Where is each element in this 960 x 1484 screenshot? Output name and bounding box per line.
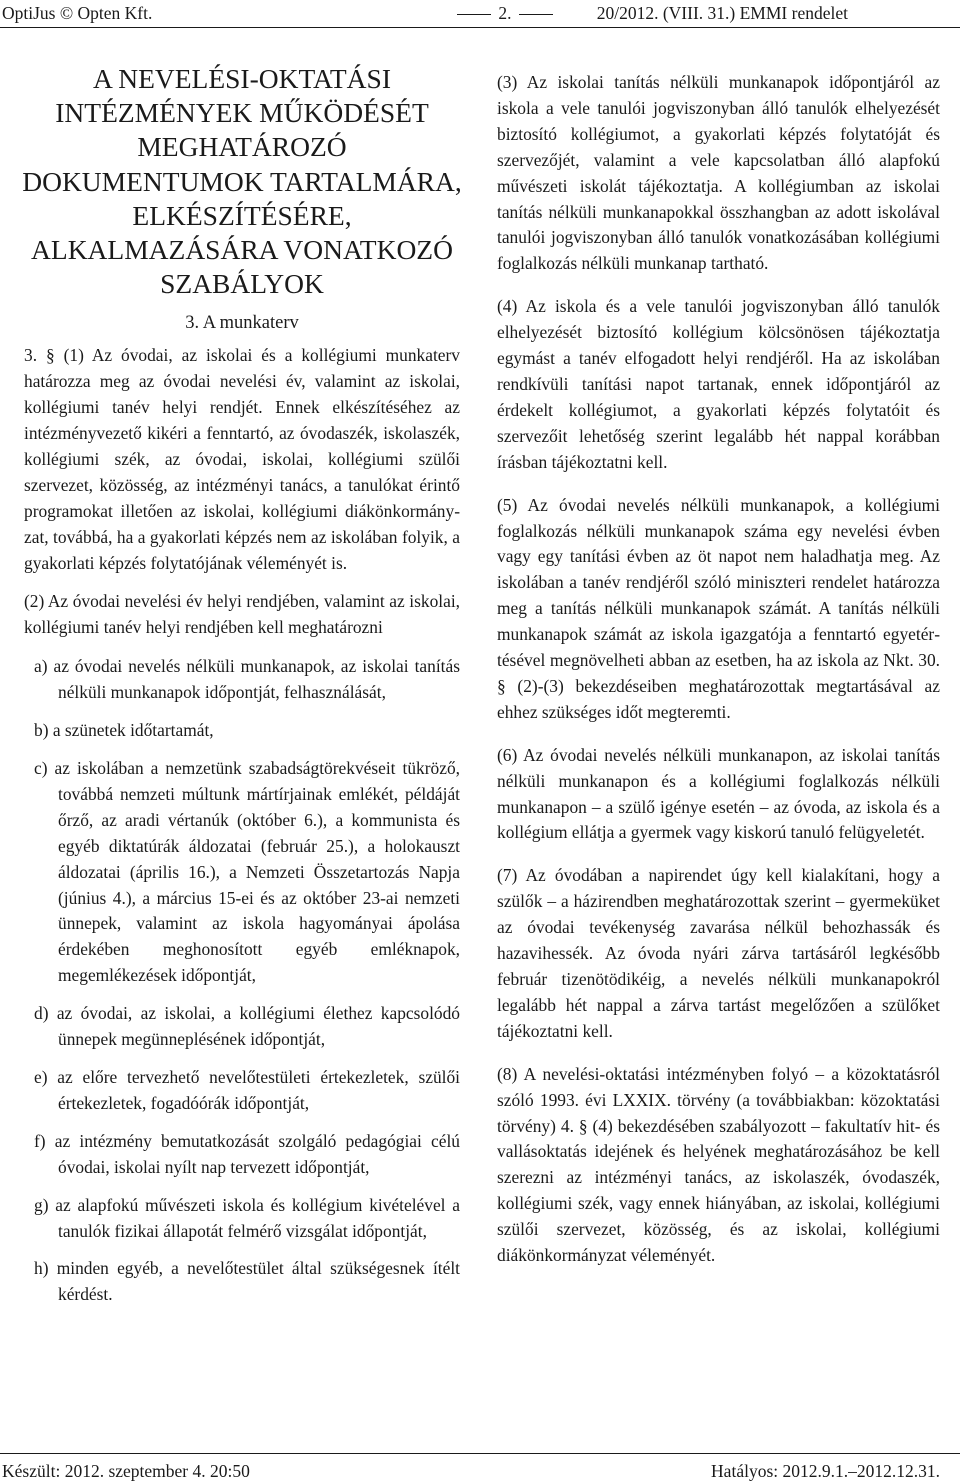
left-column bbox=[24, 62, 460, 1320]
schedule-list bbox=[24, 654, 460, 1308]
header-divider bbox=[0, 27, 960, 28]
paragraph-4: (4) Az iskola és a vele tanulói jogviszonyban álló tanulók elhelyezését biztosító kollégium kölcsönösen tájékoztatja egymást a tanév elfogadott helyi rendjéről. Ha az iskolában rendkívüli tanítási napot tartanak, ennek időpontjáról az érdekelt kollégiumot, a gyakorlati képzés folytatóit és szervezőit lehetőség szerint legalább hét nappal korábban írásban tájékoztatni kell. bbox=[497, 296, 940, 472]
effective-dates: Hatályos: 2012.9.1.–2012.12.31. bbox=[711, 1461, 940, 1481]
page-footer bbox=[0, 1458, 960, 1484]
publisher-label: OptiJus © Opten Kft. bbox=[2, 3, 153, 23]
paragraph-8: (8) A nevelési-oktatási intézményben folyó – a közoktatásról szóló 1993. évi LXXIX. törvény (a továbbiakban: közoktatási törvény) 4. § (4) bekezdésében szabályozott – fakultatív hit- és vallásoktatás idejének és helyének meghatározásához be kell szerezni az intézményi tanács, az iskolaszék, óvodaszék, kollégiumi szék, vagy ennek hiányában, az iskolai, kollégiumi szülői szervezet, közösség, és az iskolai, kollégiumi diákönkormányzat véleményét. bbox=[497, 1063, 940, 1266]
document-title: A NEVELÉSI-OKTATÁSI INTÉZMÉNYEK MŰKÖDÉSÉT MEGHATÁROZÓ DOKUMENTUMOK TARTALMÁRA, ELKÉSZÍTÉSÉRE, ALKALMAZÁSÁRA VONATKOZÓ SZABÁLYOK bbox=[22, 63, 462, 300]
paragraph-6: (6) Az óvodai nevelés nélküli munkanapon, az iskolai tanítás nélküli munkanapon és a kollégiumi foglalkozás nélküli munkanapon – a szülő igénye esetén – az óvoda, az iskola és a kollégium ellátja a gyermek vagy kiskorú tanuló felügyeletét. bbox=[497, 744, 940, 843]
list-item: c) az iskolában a nemzetünk szabadságtörekvéseit tükröző, továbbá nemzeti múltunk mártírjainak emlékét, példáját őrző, az aradi vértanúk (október 6.), a kommunista és egyéb diktatúrák áldozatai (február 25.), a holokauszt áldozatai (április 16.), a Nemzeti Összetartozás Napja (június 4.), a március 15-ei és az október 23-ai nemzeti ünnepek, valamint az iskola hagyományai ápolása érdekében meghonosított egyéb emléknapok, megemlékezések időpontját, bbox=[34, 758, 460, 986]
page-number-text: 2. bbox=[498, 3, 512, 23]
page-number bbox=[454, 0, 556, 26]
paragraph-2: (2) Az óvodai nevelési év helyi rendjében, valamint az iskolai, kollégiumi tanév helyi rendjében kell meghatározni bbox=[24, 591, 460, 638]
section-heading: 3. A munkaterv bbox=[185, 313, 299, 334]
list-item: g) az alapfokú művészeti iskola és kollégium kivételével a tanulók fizikai állapotát felmérő vizsgálat időpontját, bbox=[34, 1194, 460, 1241]
paragraph-5: (5) Az óvodai nevelés nélküli munkanapok, a kollégiumi foglalkozás nélküli munkanapok száma egy nevelési évben vagy egy tanítási évben az öt napot nem haladhatja meg. Az iskolában a tanév rendjéről szóló miniszteri rendelet határozza meg a tanítás nélküli munkanapok számát. A tanítás nélküli munkanapok számát az iskola igazgatója a fenntartó egyetértésével megnövelheti abban az esetben, ha az iskola az Nkt. 30. § (2)-(3) bekezdéseiben meghatározottak megtartásával az ehhez szükséges időt megteremti. bbox=[497, 494, 940, 722]
footer-divider bbox=[0, 1453, 960, 1454]
paragraph-7: (7) Az óvodában a napirendet úgy kell kialakítani, hogy a szülők – a házirendben meghatározottak szerint – gyermeküket az óvodai tevékenység zavarása nélkül behozhassák és hazavihessék. Az óvoda nyári zárva tartásáról legkésőbb február tizenötödikéig, a nevelés nélküli munkanapokról legalább hét nappal a zárva tartást megelőzően a szülőket tájékoztatni kell. bbox=[497, 865, 940, 1041]
list-item: b) a szünetek időtartamát, bbox=[34, 720, 214, 741]
list-item: h) minden egyéb, a nevelőtestület által szükségesnek ítélt kérdést. bbox=[34, 1258, 460, 1305]
page-dash-right bbox=[519, 14, 553, 15]
page-header bbox=[0, 0, 960, 26]
list-item: f) az intézmény bemutatkozását szolgáló pedagógiai célú óvodai, iskolai nyílt nap tervezett időpontját, bbox=[34, 1130, 460, 1177]
list-item: d) az óvodai, az iskolai, a kollégiumi élethez kapcsolódó ünnepek megünneplésének időpontját, bbox=[34, 1003, 460, 1050]
list-item: a) az óvodai nevelés nélküli munkanapok, az iskolai tanítás nélküli munkanapok időpontját, felhasználását, bbox=[34, 656, 460, 703]
paragraph-3: (3) Az iskolai tanítás nélküli munkanapok időpontjáról az iskola a vele tanulói jogviszonyban álló tanulók elhelyezését biztosító kollégiumot, a gyakorlati képzés folytatóját és szervezőjét, valamint a vele kapcsolatban álló alapfokú művészeti iskolát tájékoztatja. A kollégiumban az iskolai tanítás nélküli munkanapokkal összhangban az adott iskolával tanulói jogviszonyban álló tanulók vonatkozásában kollégiumi foglalkozás nélküli munkanap tartható. bbox=[497, 72, 940, 274]
page-dash-left bbox=[457, 14, 491, 15]
regulation-label: 20/2012. (VIII. 31.) EMMI rendelet bbox=[596, 3, 848, 23]
created-date: Készült: 2012. szeptember 4. 20:50 bbox=[2, 1461, 250, 1481]
right-column bbox=[497, 70, 940, 1286]
paragraph-1: 3. § (1) Az óvodai, az iskolai és a kollégiumi munkaterv határozza meg az óvodai nevelési év, valamint az iskolai, kollégiumi tanév helyi rendjét. Ennek elkészítéséhez az intézményvezető kikéri a fenntartó, az óvodaszék, iskolaszék, kollégiumi szék, az óvodai, iskolai, kollégiumi szülői szervezet, közösség, az intézményi tanács, a tanulókat érintő programokat illetően az iskolai, kollégiumi diákönkormányzat, továbbá, ha a gyakorlati képzés nem az iskolában folyik, a gyakorlati képzés folytatójának véleményét is. bbox=[24, 345, 460, 573]
list-item: e) az előre tervezhető nevelőtestületi értekezletek, szülői értekezletek, fogadóórák időpontját, bbox=[34, 1066, 460, 1113]
